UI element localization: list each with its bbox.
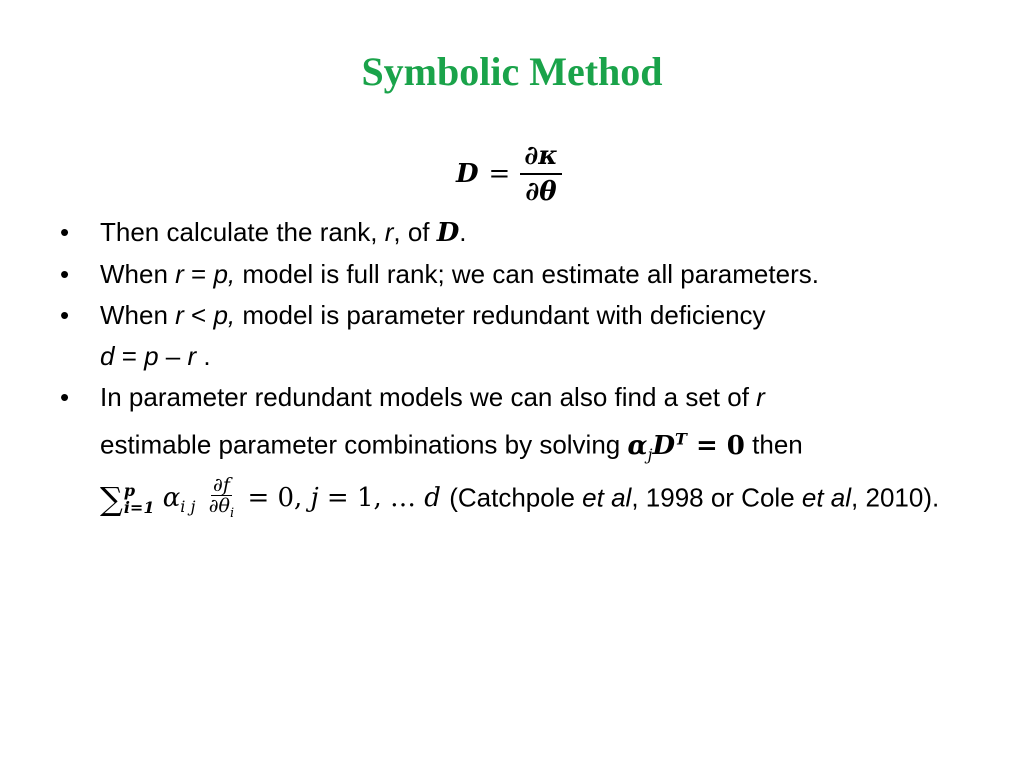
bullet-text: model is full rank; we can estimate all parameters. <box>235 259 819 289</box>
slide-title: Symbolic Method <box>361 49 663 94</box>
bullet-text: Then calculate the rank, <box>100 217 385 247</box>
var-r: r <box>756 382 765 412</box>
subscript-ij: i j <box>180 497 196 517</box>
var-p: p <box>144 341 159 371</box>
sigma-glyph: ∑ <box>100 479 123 518</box>
bullet-item-full-rank <box>60 254 980 295</box>
bullet-item-rank <box>60 212 980 254</box>
sum-lower-limit: i=1 <box>123 498 155 518</box>
subscript-j: j <box>647 444 653 464</box>
partial-f-fraction <box>207 475 236 524</box>
bullet-text: , of <box>393 217 437 247</box>
equals-zero: = 0 <box>686 430 745 461</box>
derivative-equation <box>456 134 562 214</box>
citation-text: , 2010). <box>851 482 940 513</box>
bullet-text: < <box>183 300 214 330</box>
citation-text: (Catchpole <box>449 482 583 513</box>
fraction-numerator: ∂f <box>213 473 230 496</box>
matrix-d: D <box>652 430 676 461</box>
citation-etal: et al <box>582 482 632 513</box>
bullet-dot: • <box>60 382 70 412</box>
range-text: = 1, … <box>318 483 425 514</box>
subscript-i: i <box>230 505 235 521</box>
fraction-denominator: ∂θ <box>208 494 230 517</box>
sum-upper-limit: p <box>123 481 136 501</box>
citation-etal: et al <box>801 482 852 513</box>
bullet-dot: • <box>60 259 70 289</box>
bullet-text: When <box>100 300 176 330</box>
sum-symbol <box>100 479 154 520</box>
bullet-text: estimable parameter combinations by solving <box>100 429 628 460</box>
bullet-text: then <box>744 429 803 460</box>
matrix-d: D <box>436 218 460 248</box>
var-r: r <box>187 341 197 371</box>
bullet-text: When <box>100 259 176 289</box>
bullet-dot: • <box>60 217 70 247</box>
alpha-d-equation <box>627 429 745 464</box>
var-d: d <box>100 341 115 371</box>
var-r: r <box>175 300 184 330</box>
bullet-text: – <box>158 341 188 371</box>
partial-fraction <box>520 141 561 207</box>
bullet-text: . <box>196 341 211 371</box>
bullet-text: = <box>183 259 214 289</box>
bullet-text: In parameter redundant models we can also find a set of <box>100 382 757 412</box>
bullet-text: model is parameter redundant with deficiency <box>235 300 766 330</box>
citation-text: , 1998 or Cole <box>631 482 802 513</box>
var-r: r <box>175 259 184 289</box>
var-j: j <box>310 483 319 514</box>
var-p: p, <box>213 300 236 330</box>
fraction-denominator: ∂θ <box>525 177 557 207</box>
sum-equation <box>100 473 449 521</box>
alpha-symbol: α <box>162 483 181 514</box>
bullet-item-redundant <box>60 295 980 377</box>
bullet-item-estimable <box>60 377 980 527</box>
bullet-list <box>60 212 980 527</box>
equals-zero: = 0, <box>247 483 311 514</box>
bullet-dot: • <box>60 300 70 330</box>
var-r: r <box>384 217 394 247</box>
bullet-text: = <box>114 341 145 371</box>
transpose-superscript: T <box>675 429 687 448</box>
bullet-text: . <box>459 217 467 247</box>
alpha-symbol: α <box>627 430 648 461</box>
matrix-d: D <box>456 159 479 189</box>
equals-sign: = <box>488 159 511 189</box>
fraction-numerator: ∂κ <box>520 141 561 175</box>
var-d: d <box>424 483 441 514</box>
var-p: p, <box>213 259 236 289</box>
